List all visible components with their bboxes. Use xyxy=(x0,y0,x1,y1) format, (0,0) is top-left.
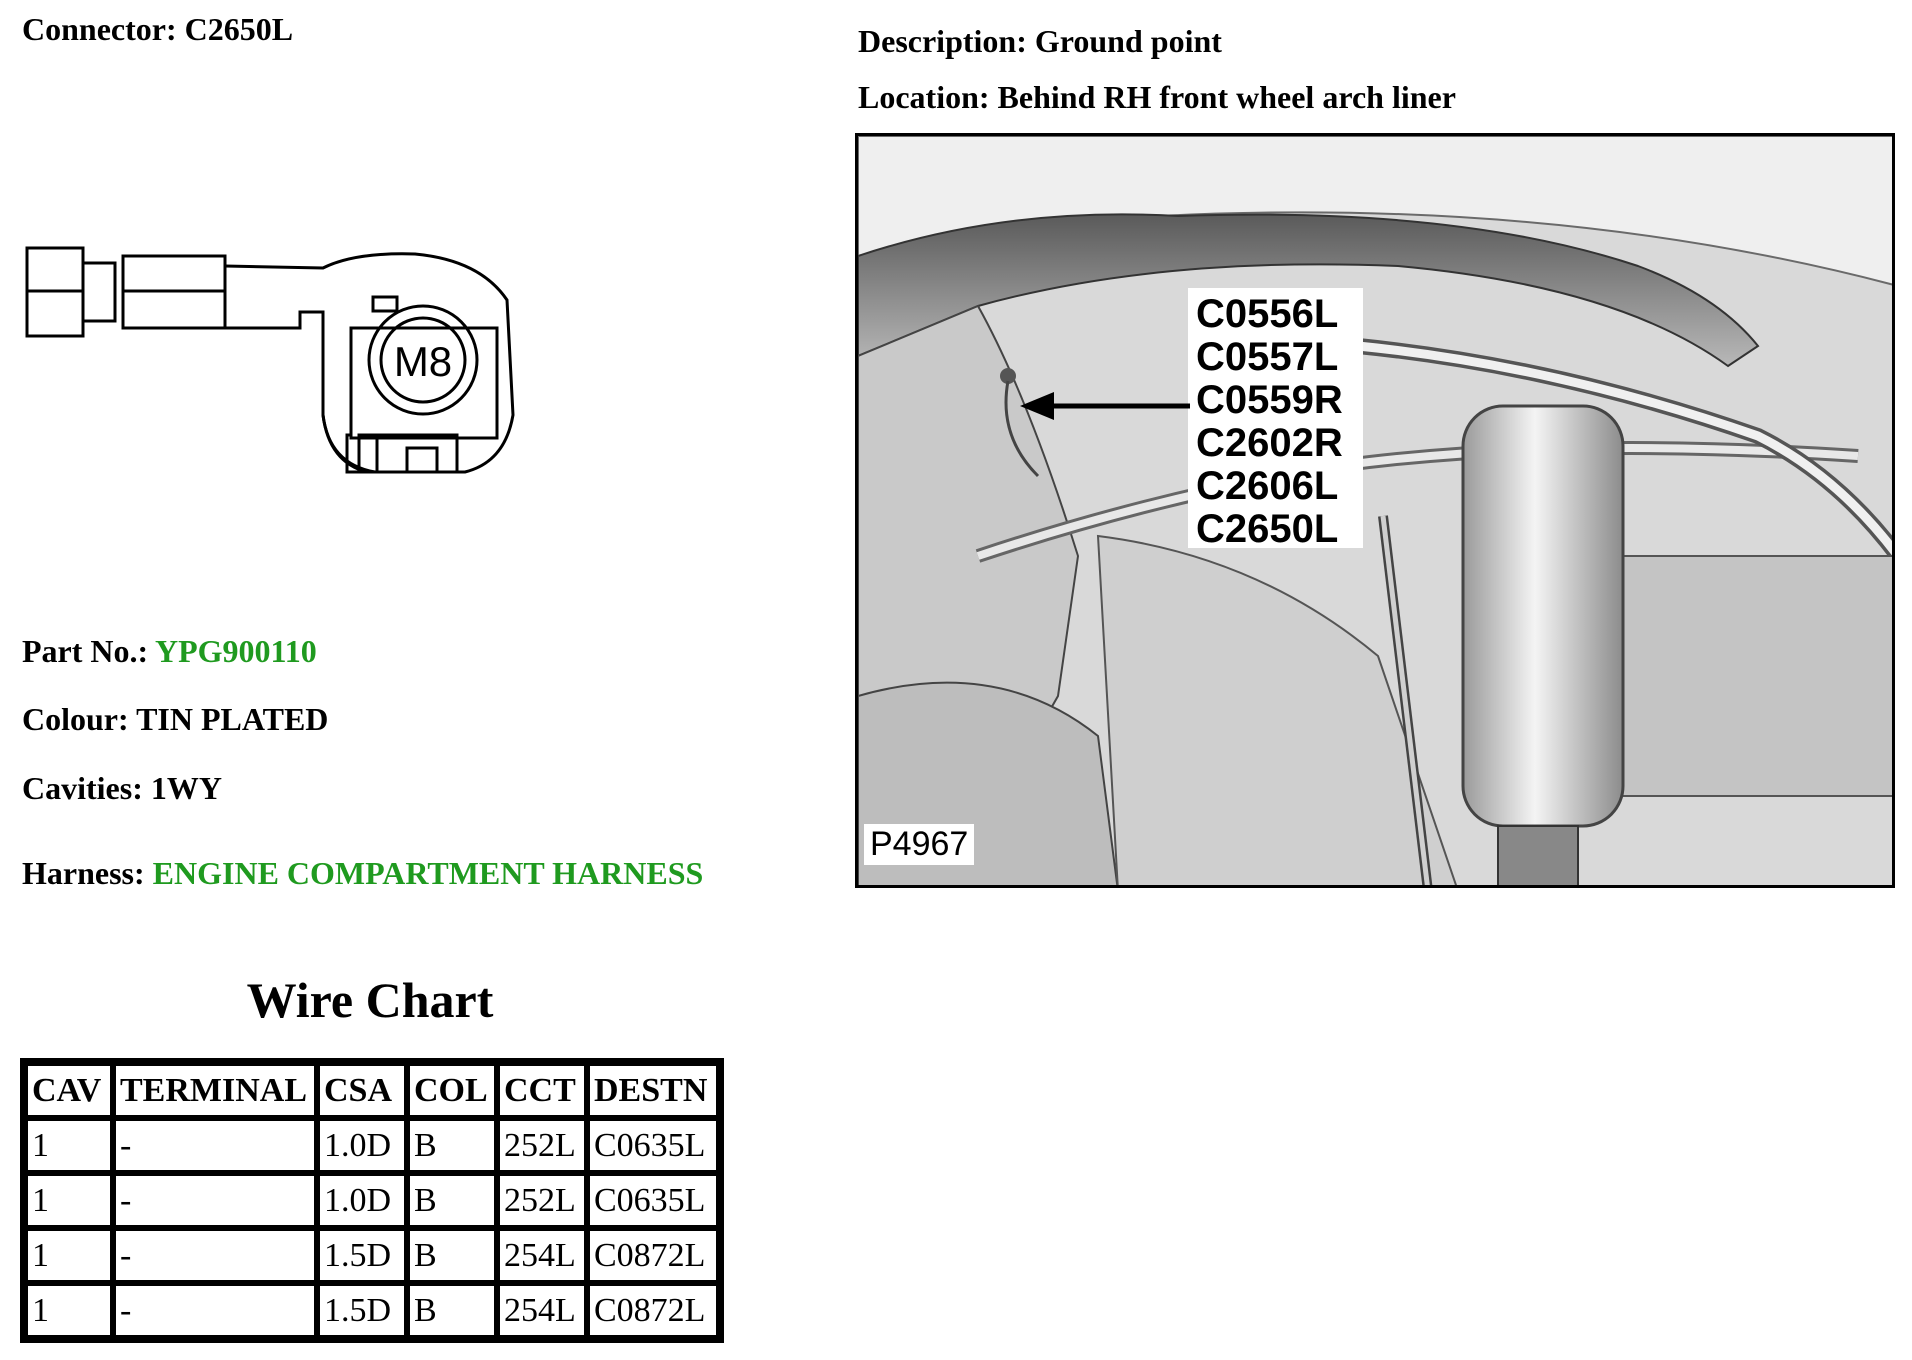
cell-cav: 1 xyxy=(25,1283,113,1338)
table-row xyxy=(25,1283,719,1338)
cell-csa: 1.0D xyxy=(317,1118,407,1173)
wire-chart-table xyxy=(20,1058,724,1343)
cell-terminal: - xyxy=(113,1118,317,1173)
harness-label: Harness: xyxy=(22,855,145,891)
header-cav: CAV xyxy=(25,1063,113,1118)
wire-chart-title: Wire Chart xyxy=(246,972,494,1028)
cell-csa: 1.0D xyxy=(317,1173,407,1228)
connector-heading xyxy=(22,13,293,45)
connector-label: Connector: xyxy=(22,11,177,47)
cell-cct: 254L xyxy=(497,1283,587,1338)
location-label: Location: xyxy=(858,79,990,115)
cell-terminal: - xyxy=(113,1283,317,1338)
location-line xyxy=(858,81,1456,113)
colour-line xyxy=(22,703,328,735)
cell-destn: C0635L xyxy=(587,1118,719,1173)
cavities-label: Cavities: xyxy=(22,770,143,806)
cell-cav: 1 xyxy=(25,1118,113,1173)
cavities-value: 1WY xyxy=(150,770,222,806)
photo-reference: P4967 xyxy=(864,824,974,865)
cell-cct: 252L xyxy=(497,1173,587,1228)
cell-terminal: - xyxy=(113,1228,317,1283)
description-line xyxy=(858,25,1222,57)
callout-c0557l: C0557L xyxy=(1196,335,1339,379)
callout-c2606l: C2606L xyxy=(1196,464,1339,508)
cell-col: B xyxy=(407,1283,497,1338)
cell-csa: 1.5D xyxy=(317,1283,407,1338)
description-label: Description: xyxy=(858,23,1027,59)
cell-terminal: - xyxy=(113,1173,317,1228)
wire-chart-header-row xyxy=(25,1063,719,1118)
location-photo xyxy=(855,133,1895,888)
part-no-line xyxy=(22,635,317,667)
colour-value: TIN PLATED xyxy=(136,701,329,737)
cavities-line xyxy=(22,772,222,804)
connector-value: C2650L xyxy=(184,11,294,47)
part-no-label: Part No.: xyxy=(22,633,149,669)
location-value: Behind RH front wheel arch liner xyxy=(997,79,1456,115)
cell-cct: 252L xyxy=(497,1118,587,1173)
stud-label: M8 xyxy=(393,338,453,385)
cell-destn: C0872L xyxy=(587,1283,719,1338)
table-row xyxy=(25,1173,719,1228)
description-value: Ground point xyxy=(1034,23,1222,59)
header-col: COL xyxy=(407,1063,497,1118)
callout-c2650l: C2650L xyxy=(1196,507,1339,551)
cell-destn: C0635L xyxy=(587,1173,719,1228)
cell-csa: 1.5D xyxy=(317,1228,407,1283)
header-csa: CSA xyxy=(317,1063,407,1118)
header-terminal: TERMINAL xyxy=(113,1063,317,1118)
harness-value: ENGINE COMPARTMENT HARNESS xyxy=(152,855,704,891)
header-cct: CCT xyxy=(497,1063,587,1118)
callout-c0559r: C0559R xyxy=(1196,378,1343,422)
cell-destn: C0872L xyxy=(587,1228,719,1283)
cell-col: B xyxy=(407,1173,497,1228)
header-destn: DESTN xyxy=(587,1063,719,1118)
engine-bay-illustration xyxy=(858,136,1895,888)
cell-col: B xyxy=(407,1118,497,1173)
table-row xyxy=(25,1228,719,1283)
part-no-value: YPG900110 xyxy=(154,633,317,669)
cell-cct: 254L xyxy=(497,1228,587,1283)
harness-line xyxy=(22,857,703,889)
callout-c2602r: C2602R xyxy=(1196,421,1343,465)
callout-arrow-icon xyxy=(1018,386,1193,426)
table-row xyxy=(25,1118,719,1173)
cell-cav: 1 xyxy=(25,1173,113,1228)
connector-drawing xyxy=(25,240,530,485)
colour-label: Colour: xyxy=(22,701,129,737)
callout-c0556l: C0556L xyxy=(1196,292,1339,336)
cell-cav: 1 xyxy=(25,1228,113,1283)
cell-col: B xyxy=(407,1228,497,1283)
